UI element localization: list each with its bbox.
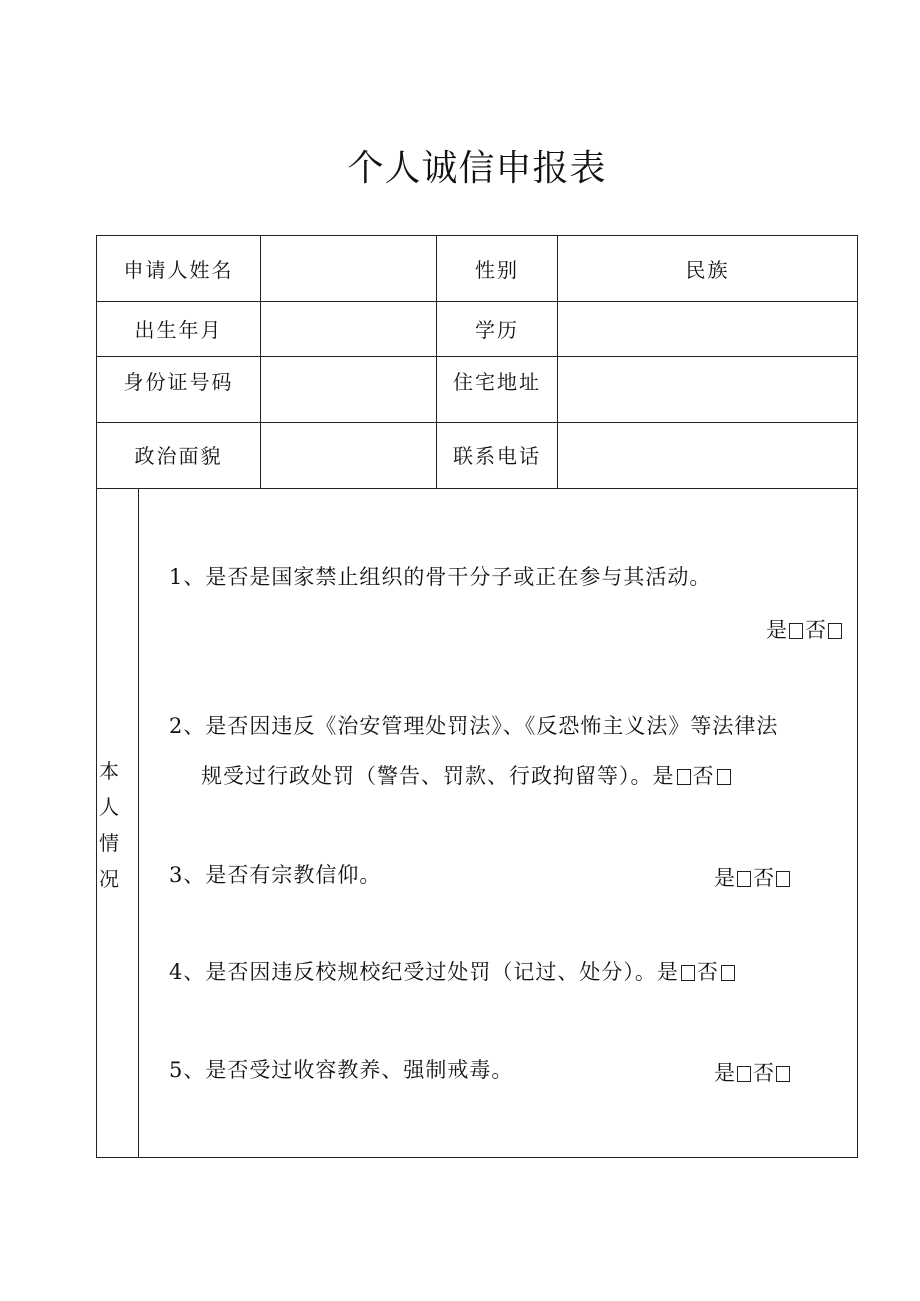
page-title: 个人诚信申报表 <box>347 148 607 189</box>
birth-date-label: 出生年月 <box>134 318 223 342</box>
no-checkbox[interactable] <box>776 1066 790 1082</box>
yes-checkbox[interactable] <box>737 871 751 887</box>
section-label-char: 人 <box>99 795 119 819</box>
no-checkbox[interactable] <box>776 871 790 887</box>
yes-checkbox[interactable] <box>789 623 803 639</box>
ethnicity-label: 民族 <box>685 258 730 282</box>
question-2-continued: 规受过行政处罚（警告、罚款、行政拘留等）。是 否 <box>201 763 733 789</box>
name-field[interactable] <box>261 236 436 301</box>
question-3-choices: 是 否 <box>714 862 792 892</box>
question-2: 2、是否因违反《治安管理处罚法》、《反恐怖主义法》等法律法 <box>169 714 779 738</box>
question-3: 3、是否有宗教信仰。 <box>169 863 382 887</box>
question-1: 1、是否是国家禁止组织的骨干分子或正在参与其活动。 <box>169 565 712 589</box>
section-label-char: 况 <box>99 867 119 891</box>
political-status-field[interactable] <box>261 423 436 488</box>
phone-field[interactable] <box>558 423 857 488</box>
section-label-char: 情 <box>99 831 119 855</box>
row-divider <box>97 488 857 489</box>
no-checkbox[interactable] <box>717 769 731 785</box>
yes-checkbox[interactable] <box>681 965 695 981</box>
phone-label: 联系电话 <box>453 444 541 468</box>
birth-date-field[interactable] <box>261 302 436 356</box>
section-label-char: 本 <box>99 759 119 783</box>
question-4-choices: 是 否 <box>657 960 737 984</box>
gender-label: 性别 <box>475 258 519 282</box>
no-checkbox[interactable] <box>828 623 842 639</box>
address-field[interactable] <box>558 357 857 422</box>
personal-situation-label <box>97 753 141 897</box>
address-label: 住宅地址 <box>453 370 541 394</box>
question-5: 5、是否受过收容教养、强制戒毒。 <box>169 1058 514 1082</box>
education-label: 学历 <box>475 318 519 342</box>
id-number-label: 身份证号码 <box>123 370 234 394</box>
question-2-choices: 是 否 <box>653 764 733 788</box>
question-5-choices: 是 否 <box>714 1057 792 1087</box>
education-field[interactable] <box>558 302 857 356</box>
question-1-choices: 是 否 <box>766 614 844 644</box>
yes-checkbox[interactable] <box>737 1066 751 1082</box>
question-4: 4、是否因违反校规校纪受过处罚（记过、处分）。是 否 <box>169 959 737 985</box>
declaration-form-table <box>96 235 858 1158</box>
political-status-label: 政治面貌 <box>134 444 223 468</box>
name-label: 申请人姓名 <box>123 258 234 282</box>
yes-checkbox[interactable] <box>677 769 691 785</box>
no-checkbox[interactable] <box>721 965 735 981</box>
id-number-field[interactable] <box>261 357 436 422</box>
